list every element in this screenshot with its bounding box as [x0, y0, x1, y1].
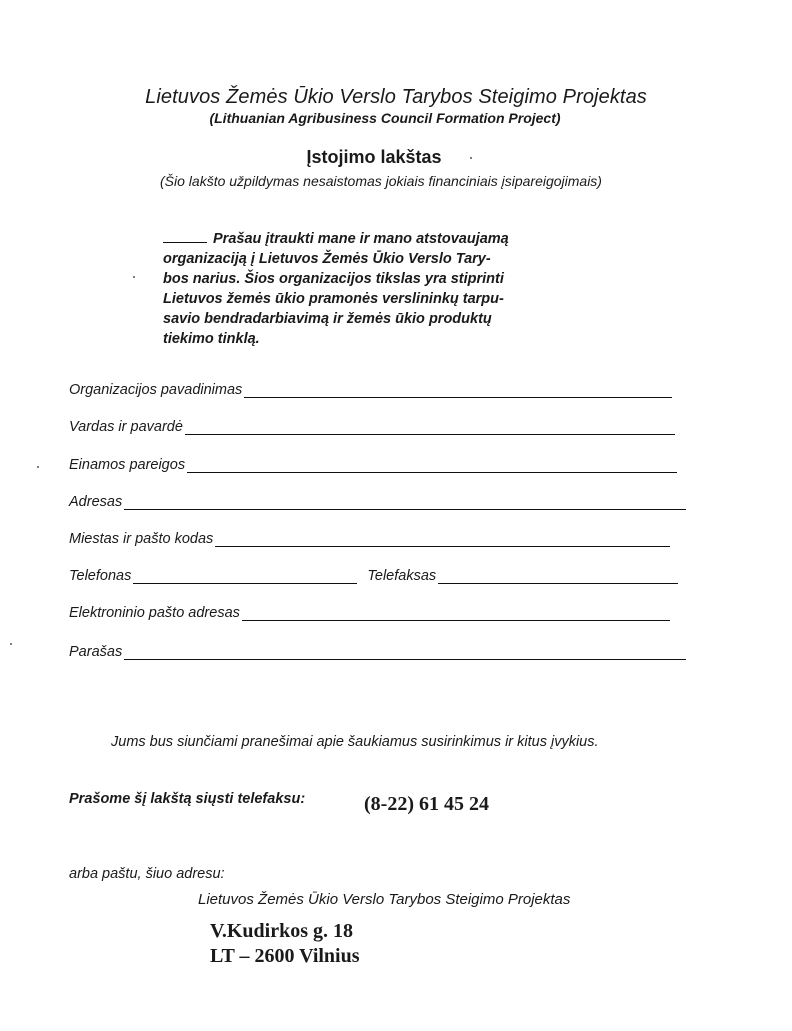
request-line: Prašau įtraukti mane ir mano atstovaujamą — [163, 229, 563, 249]
full-name-line[interactable] — [185, 420, 675, 435]
city-postcode-line[interactable] — [215, 532, 670, 547]
post-instruction: arba paštu, šiuo adresu: — [69, 866, 225, 882]
field-city-postcode — [69, 527, 670, 547]
scan-speck — [133, 276, 135, 278]
request-line: savio bendradarbiavimą ir žemės ūkio produktų — [163, 311, 492, 327]
field-address — [69, 490, 686, 510]
scan-speck — [10, 643, 12, 645]
position-line[interactable] — [187, 458, 677, 473]
organization-name-line[interactable] — [244, 383, 672, 398]
form-note: (Šio lakšto užpildymas nesaistomas jokiais financiniais įsipareigojimais) — [160, 173, 602, 189]
project-title: Lietuvos Žemės Ūkio Verslo Tarybos Steigimo Projektas — [145, 86, 647, 108]
checkmark-blank[interactable] — [163, 230, 207, 243]
field-organization-name — [69, 378, 672, 398]
field-label: Telefonas — [69, 568, 132, 584]
address-city: LT – 2600 Vilnius — [210, 945, 360, 967]
field-label: Adresas — [69, 494, 123, 510]
scan-speck — [470, 157, 472, 159]
request-line: Lietuvos žemės ūkio pramonės verslininkų tarpu- — [163, 291, 504, 307]
field-label: Telefaksas — [367, 568, 437, 584]
field-label: Vardas ir pavardė — [69, 419, 183, 435]
membership-request — [163, 229, 563, 349]
address-line[interactable] — [124, 495, 686, 510]
form-title: Įstojimo lakštas — [306, 147, 442, 167]
fax-instruction: Prašome šį lakštą siųsti telefaksu: — [69, 791, 306, 807]
request-line: tiekimo tinklą. — [163, 331, 260, 347]
field-phone-fax — [69, 564, 678, 584]
field-label: Miestas ir pašto kodas — [69, 531, 214, 547]
field-full-name — [69, 415, 675, 435]
notification-notice: Jums bus siunčiami pranešimai apie šaukiamus susirinkimus ir kitus įvykius. — [111, 734, 599, 750]
email-line[interactable] — [242, 606, 670, 621]
fax-line[interactable] — [438, 569, 678, 584]
address-street: V.Kudirkos g. 18 — [210, 920, 354, 942]
field-label: Organizacijos pavadinimas — [69, 382, 243, 398]
request-line: bos narius. Šios organizacijos tikslas yra stiprinti — [163, 271, 504, 287]
field-label: Einamos pareigos — [69, 457, 186, 473]
field-label: Elektroninio pašto adresas — [69, 605, 240, 621]
scan-speck — [37, 466, 39, 468]
fax-number: (8-22) 61 45 24 — [364, 793, 489, 815]
request-line: organizaciją į Lietuvos Žemės Ūkio Verslo Tary- — [163, 251, 491, 267]
phone-line[interactable] — [133, 569, 357, 584]
field-signature — [69, 640, 686, 660]
signature-line[interactable] — [124, 645, 686, 660]
project-title-english: (Lithuanian Agribusiness Council Formation Project) — [209, 110, 561, 126]
field-position — [69, 453, 677, 473]
address-organization: Lietuvos Žemės Ūkio Verslo Tarybos Steigimo Projektas — [198, 891, 571, 908]
field-label: Parašas — [69, 644, 123, 660]
field-email — [69, 601, 670, 621]
